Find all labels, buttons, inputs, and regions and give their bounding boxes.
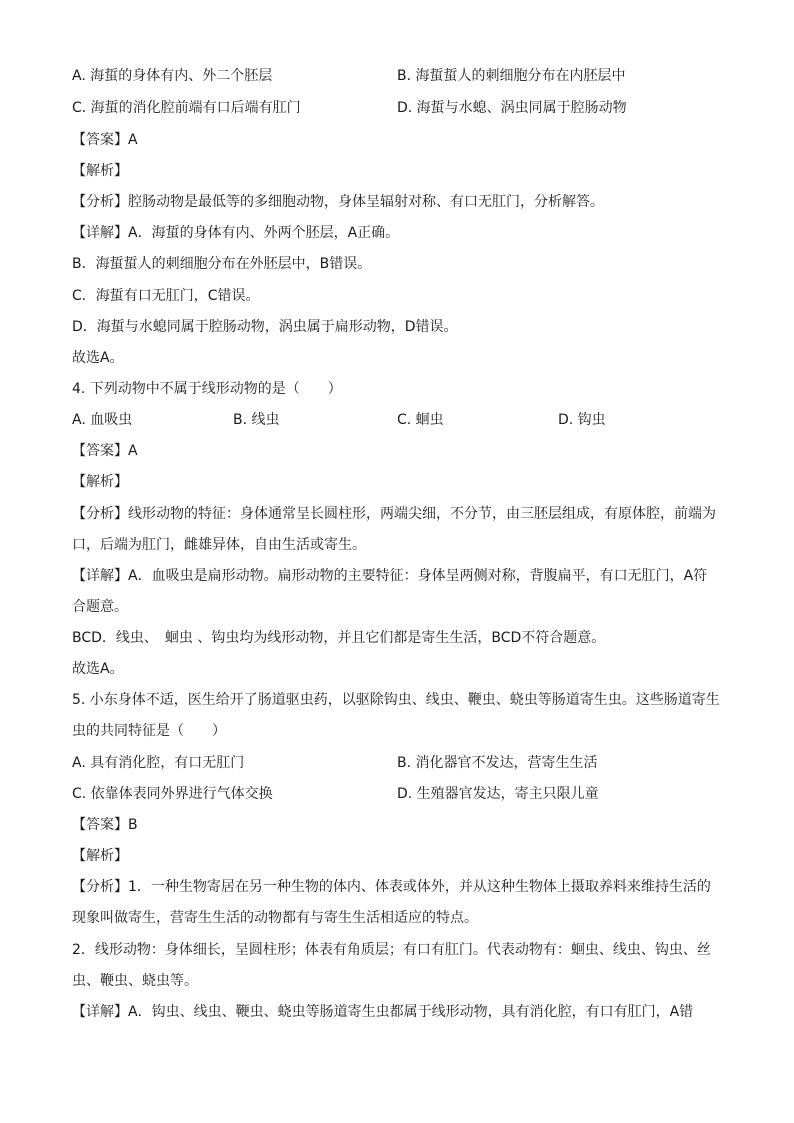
q3-option-c: C. 海蜇的消化腔前端有口后端有肛门 — [72, 100, 301, 116]
q4-answer: 【答案】A — [72, 443, 138, 459]
q5-point2-line1: 2．线形动物：身体细长，呈圆柱形；体表有角质层；有口有肛门。代表动物有：蛔虫、线虫、钩虫、丝 — [72, 942, 711, 958]
q3-option-d: D. 海蜇与水螅、涡虫同属于腔肠动物 — [397, 100, 627, 116]
q3-option-a: A. 海蜇的身体有内、外二个胚层 — [72, 68, 273, 84]
q4-conclusion: 故选A。 — [72, 661, 124, 677]
q5-detail-a: 【详解】A．钩虫、线虫、鞭虫、蛲虫等肠道寄生虫都属于线形动物，具有消化腔，有口有肛门，A错 — [72, 1004, 694, 1020]
q3-detail-a: 【详解】A．海蜇的身体有内、外两个胚层，A正确。 — [72, 225, 400, 241]
q5-stem-line2: 虫的共同特征是（ ） — [72, 723, 226, 739]
q5-analysis-line1: 【分析】1．一种生物寄居在另一种生物的体内、体表或体外，并从这种生物体上摄取养料来维持生活的 — [72, 879, 711, 895]
q4-option-d: D. 钩虫 — [558, 412, 606, 428]
q4-detail-line1: 【详解】A．血吸虫是扁形动物。扁形动物的主要特征：身体呈两侧对称，背腹扁平，有口无肛门，A符 — [72, 568, 708, 584]
q5-stem-line1: 5. 小东身体不适，医生给开了肠道驱虫药，以驱除钩虫、线虫、鞭虫、蛲虫等肠道寄生虫。这些肠道寄生 — [72, 692, 720, 708]
q4-option-b: B. 线虫 — [233, 412, 280, 428]
q5-analysis-line2: 现象叫做寄生，营寄生生活的动物都有与寄生生活相适应的特点。 — [72, 910, 478, 926]
q4-stem: 4. 下列动物中不属于线形动物的是（ ） — [72, 381, 342, 397]
q4-jiexi-heading: 【解析】 — [72, 474, 128, 490]
q4-detail-bcd: BCD．线虫、 蛔虫 、钩虫均为线形动物，并且它们都是寄生生活，BCD不符合题意。 — [72, 630, 606, 646]
q3-conclusion: 故选A。 — [72, 350, 124, 366]
q5-jiexi-heading: 【解析】 — [72, 848, 128, 864]
q3-analysis: 【分析】腔肠动物是最低等的多细胞动物，身体呈辐射对称、有口无肛门，分析解答。 — [72, 194, 604, 210]
q5-option-b: B. 消化器官不发达，营寄生生活 — [397, 755, 598, 771]
q5-option-a: A. 具有消化腔，有口无肛门 — [72, 755, 245, 771]
q3-jiexi-heading: 【解析】 — [72, 163, 128, 179]
q4-detail-line2: 合题意。 — [72, 599, 128, 615]
q4-option-c: C. 蛔虫 — [397, 412, 444, 428]
q5-point2-line2: 虫、鞭虫、蛲虫等。 — [72, 973, 198, 989]
q3-option-b: B. 海蜇蜇人的刺细胞分布在内胚层中 — [397, 68, 626, 84]
q4-option-a: A. 血吸虫 — [72, 412, 133, 428]
q3-detail-c: C．海蜇有口无肛门，C错误。 — [72, 288, 260, 304]
q3-answer: 【答案】A — [72, 132, 138, 148]
q4-analysis-line1: 【分析】线形动物的特征：身体通常呈长圆柱形，两端尖细，不分节，由三胚层组成，有原体腔，前端为 — [72, 506, 716, 522]
q3-detail-b: B．海蜇蜇人的刺细胞分布在外胚层中，B错误。 — [72, 256, 372, 272]
q3-detail-d: D．海蜇与水螅同属于腔肠动物，涡虫属于扁形动物，D错误。 — [72, 319, 458, 335]
q5-option-c: C. 依靠体表同外界进行气体交换 — [72, 786, 273, 802]
q5-answer: 【答案】B — [72, 817, 138, 833]
q5-option-d: D. 生殖器官发达，寄主只限儿童 — [397, 786, 599, 802]
q4-analysis-line2: 口，后端为肛门，雌雄异体，自由生活或寄生。 — [72, 537, 366, 553]
